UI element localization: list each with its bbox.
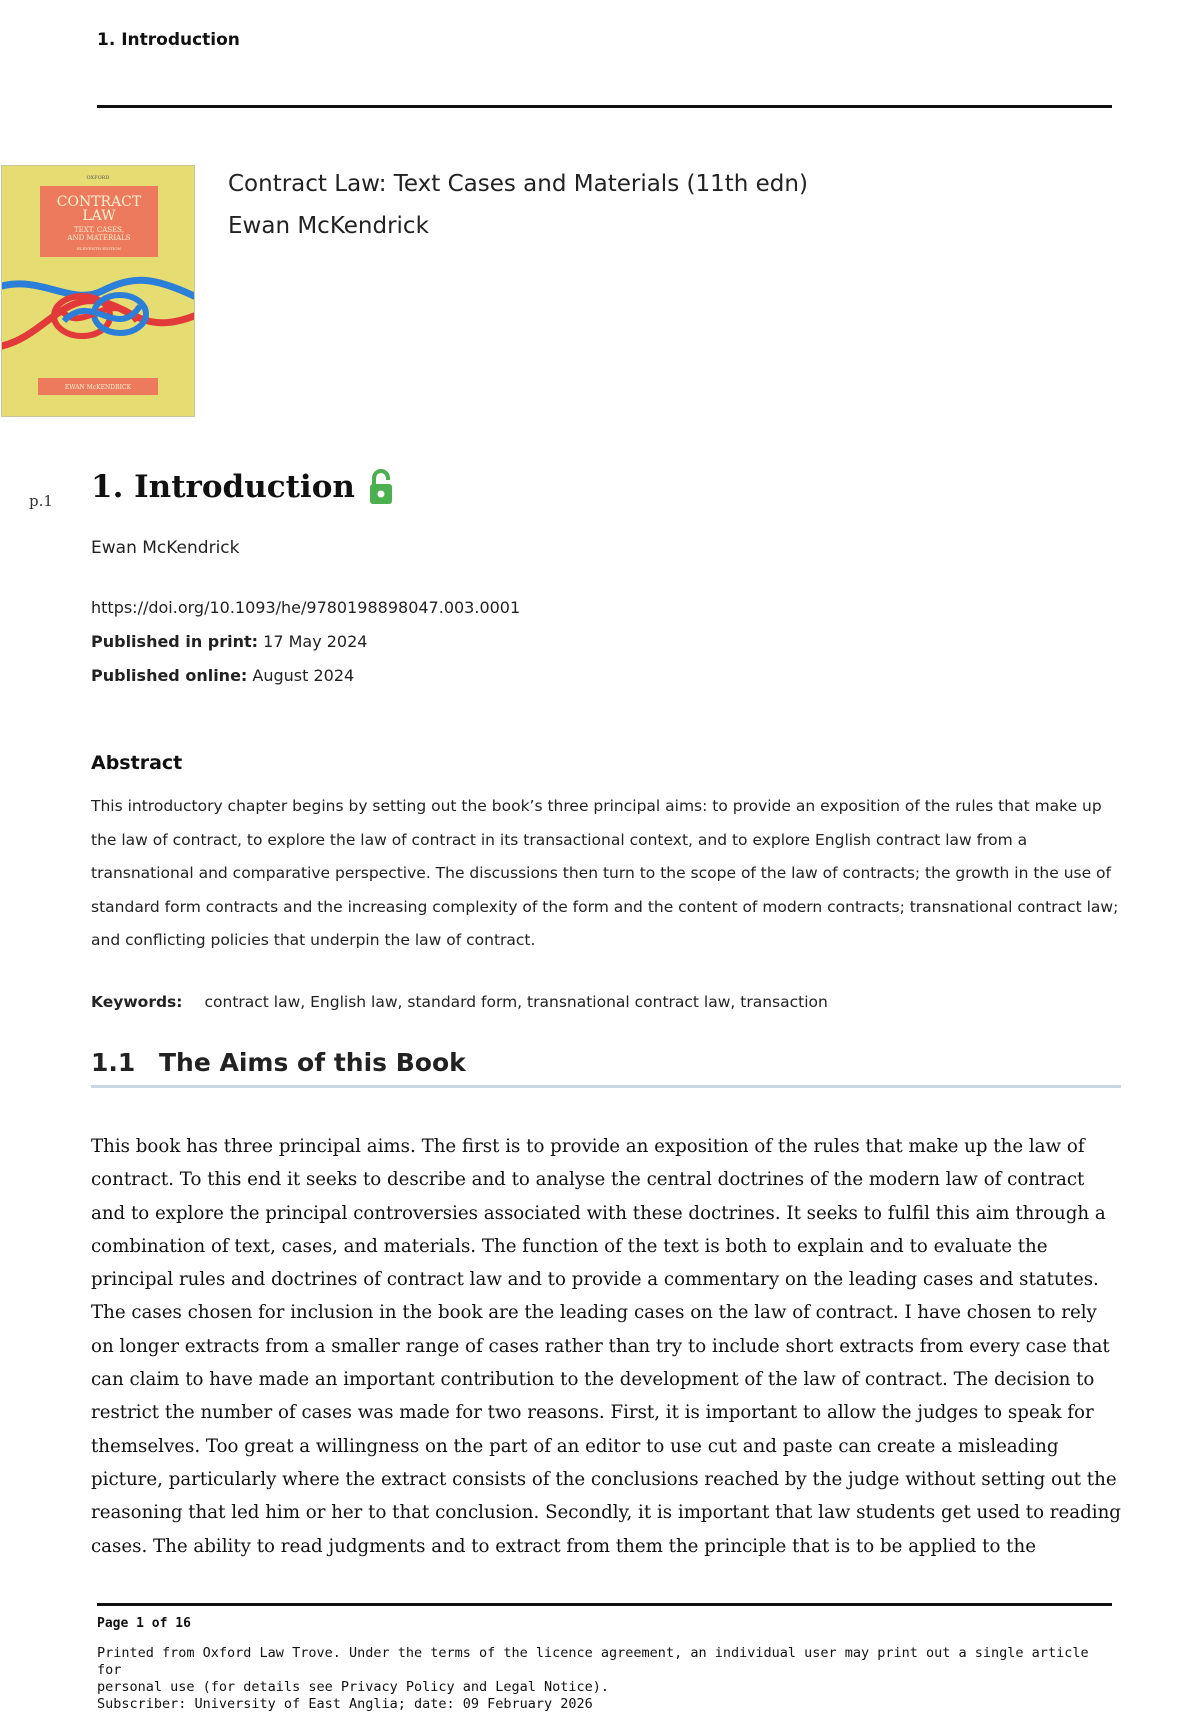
- footer-line-3: Subscriber: University of East Anglia; date: 09 February 2026: [97, 1696, 593, 1712]
- page-label: p.1: [29, 492, 53, 510]
- cover-subtitle1: TEXT, CASES,: [74, 226, 124, 234]
- publication-meta: [91, 591, 520, 693]
- book-cover-image: [1, 165, 195, 417]
- footer-line-1: Printed from Oxford Law Trove. Under the terms of the licence agreement, an individual user may print out a single article for: [97, 1645, 1089, 1678]
- section-body: This book has three principal aims. The first is to provide an exposition of the rules that make up the law of contract. To this end it seeks to describe and to analyse the central doctrines of the modern law of contract and to explore the principal controversies associated with these doctrines. It seeks to fulfil this aim through a combination of text, cases, and materials. The function of the text is both to explain and to evaluate the principal rules and doctrines of contract law and to provide a commentary on the leading cases and statutes. The cases chosen for inclusion in the book are the leading cases on the law of contract. I have chosen to rely on longer extracts from a smaller range of cases rather than try to include short extracts from every case that can claim to have made an important contribution to the development of the law of contract. The decision to restrict the number of cases was made for two reasons. First, it is important to allow the judges to speak for themselves. Too great a willingness on the part of an editor to use cut and paste can create a misleading picture, particularly where the extract consists of the conclusions reached by the judge without setting out the reasoning that led him or her to that conclusion. Secondly, it is important that law students get used to reading cases. The ability to read judgments and to extract from them the principle that is to be applied to the: [91, 1136, 1121, 1557]
- abstract-heading: Abstract: [91, 752, 183, 774]
- section-heading: [91, 1048, 1121, 1088]
- section-number: 1.1: [91, 1048, 136, 1077]
- book-info: [228, 163, 808, 247]
- abstract-text: This introductory chapter begins by setting out the book’s three principal aims: to provide an exposition of the rules that make up the law of contract, to explore the law of contract in its transactional context, and to explore English contract law from a transnational and comparative perspective. The discussions then turn to the scope of the law of contracts; the growth in the use of standard form contracts and the increasing complexity of the form and the content of modern contracts; transnational contract law; and conflicting policies that underpin the law of contract.: [91, 797, 1119, 949]
- published-online: [91, 659, 520, 693]
- cover-author: EWAN McKENDRICK: [64, 384, 132, 391]
- published-print: [91, 625, 520, 659]
- page-counter: Page 1 of 16: [97, 1616, 191, 1631]
- chapter-heading: [91, 469, 393, 505]
- cover-edition: ELEVENTH EDITION: [77, 246, 121, 251]
- cover-subtitle2: AND MATERIALS: [67, 234, 131, 242]
- keywords: [91, 993, 828, 1011]
- published-print-label: Published in print:: [91, 632, 259, 651]
- cover-publisher: OXFORD: [86, 175, 110, 181]
- keywords-label: Keywords:: [91, 993, 183, 1011]
- published-online-label: Published online:: [91, 666, 248, 685]
- book-author: Ewan McKendrick: [228, 213, 429, 239]
- footer-divider: [97, 1603, 1112, 1606]
- cover-title-line1: CONTRACT: [56, 194, 142, 210]
- running-head: 1. Introduction: [97, 30, 240, 50]
- chapter-author: Ewan McKendrick: [91, 538, 240, 558]
- book-title[interactable]: Contract Law: Text Cases and Materials (11th edn): [228, 171, 808, 197]
- published-online-date: August 2024: [252, 666, 355, 685]
- footer-notice: [97, 1645, 1097, 1713]
- open-lock-icon: [369, 469, 393, 505]
- header-divider: [97, 105, 1112, 108]
- footer-line-2: personal use (for details see Privacy Policy and Legal Notice).: [97, 1679, 610, 1695]
- keywords-values: contract law, English law, standard form, transnational contract law, transaction: [204, 993, 828, 1011]
- section-title: The Aims of this Book: [159, 1048, 466, 1077]
- published-print-date: 17 May 2024: [263, 632, 368, 651]
- cover-title-line2: LAW: [82, 208, 116, 224]
- doi-link[interactable]: https://doi.org/10.1093/he/9780198898047.003.0001: [91, 598, 521, 617]
- chapter-title: 1. Introduction: [91, 469, 355, 505]
